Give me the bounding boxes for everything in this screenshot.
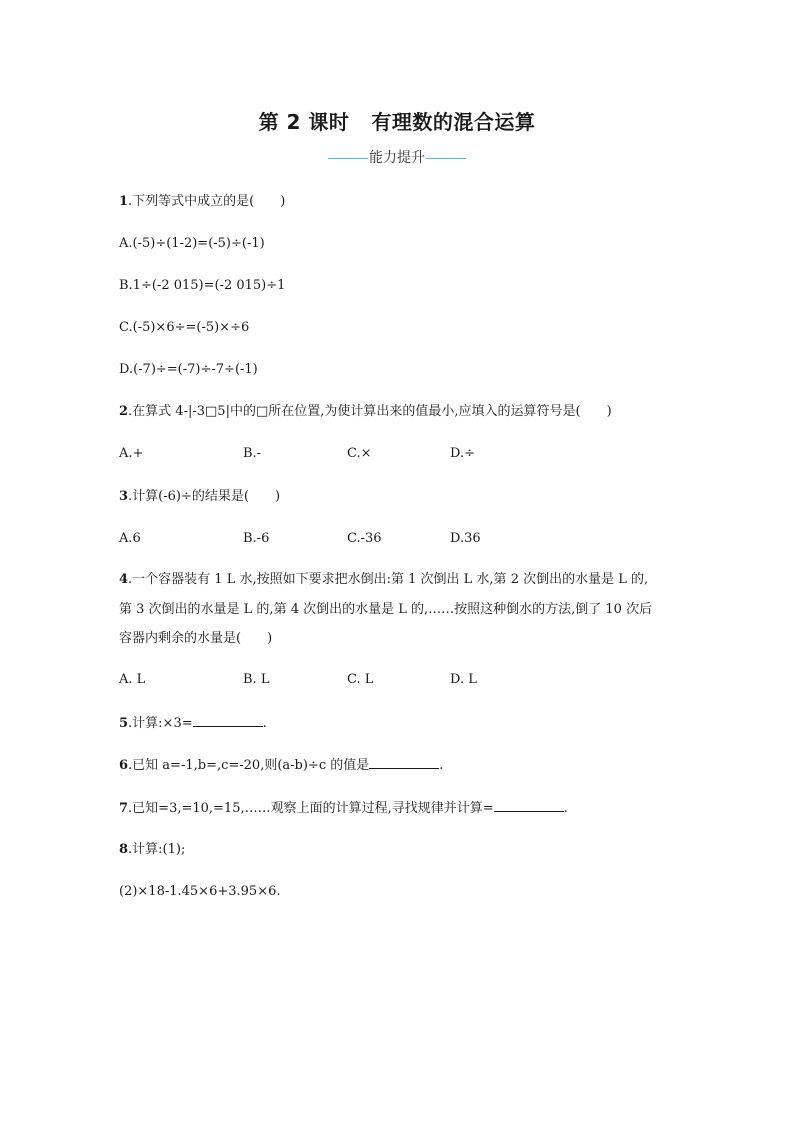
question-5 <box>119 714 267 733</box>
page-title <box>0 106 794 135</box>
question-2-stem <box>119 403 612 421</box>
question-1-stem <box>119 193 285 211</box>
question-4-stem-line-1 <box>119 571 648 589</box>
section-heading <box>0 147 794 167</box>
period: . <box>262 716 267 731</box>
answer-blank[interactable] <box>193 714 263 727</box>
question-number: 4 <box>119 572 129 587</box>
question-2-option-b: B.- <box>243 446 262 461</box>
lesson-topic: 有理数的混合运算 <box>371 110 536 134</box>
question-4-stem-line-3: 容器内剩余的水量是( ) <box>119 631 273 646</box>
lesson-number: 第 2 课时 <box>258 110 350 134</box>
question-3-option-b: B.-6 <box>243 531 270 546</box>
question-8-part-1 <box>119 841 185 859</box>
question-2-option-c: C.× <box>347 446 372 461</box>
question-2-option-d: D.÷ <box>450 446 475 461</box>
section-rule-left <box>328 158 368 159</box>
question-text: .下列等式中成立的是( ) <box>128 194 286 209</box>
question-text: .在算式 4-|-3□5|中的□所在位置,为使计算出来的值最小,应填入的运算符号是( ) <box>128 404 612 419</box>
question-text: .已知=3,=10,=15,……观察上面的计算过程,寻找规律并计算= <box>128 801 494 816</box>
question-4-option-c: C. L <box>347 672 374 687</box>
question-text: .一个容器装有 1 L 水,按照如下要求把水倒出:第 1 次倒出 L 水,第 2 次倒出的水量是 L 的, <box>128 572 649 587</box>
question-4-stem-line-2: 第 3 次倒出的水量是 L 的,第 4 次倒出的水量是 L 的,……按照这种倒水的方法,倒了 10 次后 <box>119 602 653 617</box>
question-3-option-d: D.36 <box>450 531 481 546</box>
section-label: 能力提升 <box>369 150 425 166</box>
question-4-option-b: B. L <box>243 672 270 687</box>
question-3-option-c: C.-36 <box>347 531 382 546</box>
question-number: 1 <box>119 194 129 209</box>
question-4-option-a: A. L <box>119 672 146 687</box>
question-text: .计算(-6)÷的结果是( ) <box>128 489 281 504</box>
question-number: 3 <box>119 489 129 504</box>
period: . <box>563 801 568 816</box>
answer-blank[interactable] <box>494 799 564 812</box>
question-text: .计算:(1); <box>128 842 186 857</box>
question-text: .计算:×3= <box>128 716 193 731</box>
question-6 <box>119 756 443 775</box>
question-8-part-2: (2)×18-1.45×6+3.95×6. <box>119 884 281 899</box>
answer-blank[interactable] <box>369 756 439 769</box>
question-1-option-b: B.1÷(-2 015)=(-2 015)÷1 <box>119 278 286 293</box>
question-number: 8 <box>119 842 129 857</box>
question-4-option-d: D. L <box>450 672 477 687</box>
question-2-option-a: A.+ <box>119 446 144 461</box>
question-number: 7 <box>119 801 129 816</box>
period: . <box>439 758 444 773</box>
question-1-option-d: D.(-7)÷=(-7)÷-7÷(-1) <box>119 362 258 377</box>
question-number: 2 <box>119 404 129 419</box>
question-number: 5 <box>119 716 129 731</box>
question-7 <box>119 799 568 818</box>
question-1-option-c: C.(-5)×6÷=(-5)×÷6 <box>119 320 250 335</box>
section-rule-right <box>426 158 466 159</box>
question-text: .已知 a=-1,b=,c=-20,则(a-b)÷c 的值是 <box>128 758 370 773</box>
question-1-option-a: A.(-5)÷(1-2)=(-5)÷(-1) <box>119 236 265 251</box>
question-3-option-a: A.6 <box>119 531 141 546</box>
question-number: 6 <box>119 758 129 773</box>
question-3-stem <box>119 488 280 506</box>
